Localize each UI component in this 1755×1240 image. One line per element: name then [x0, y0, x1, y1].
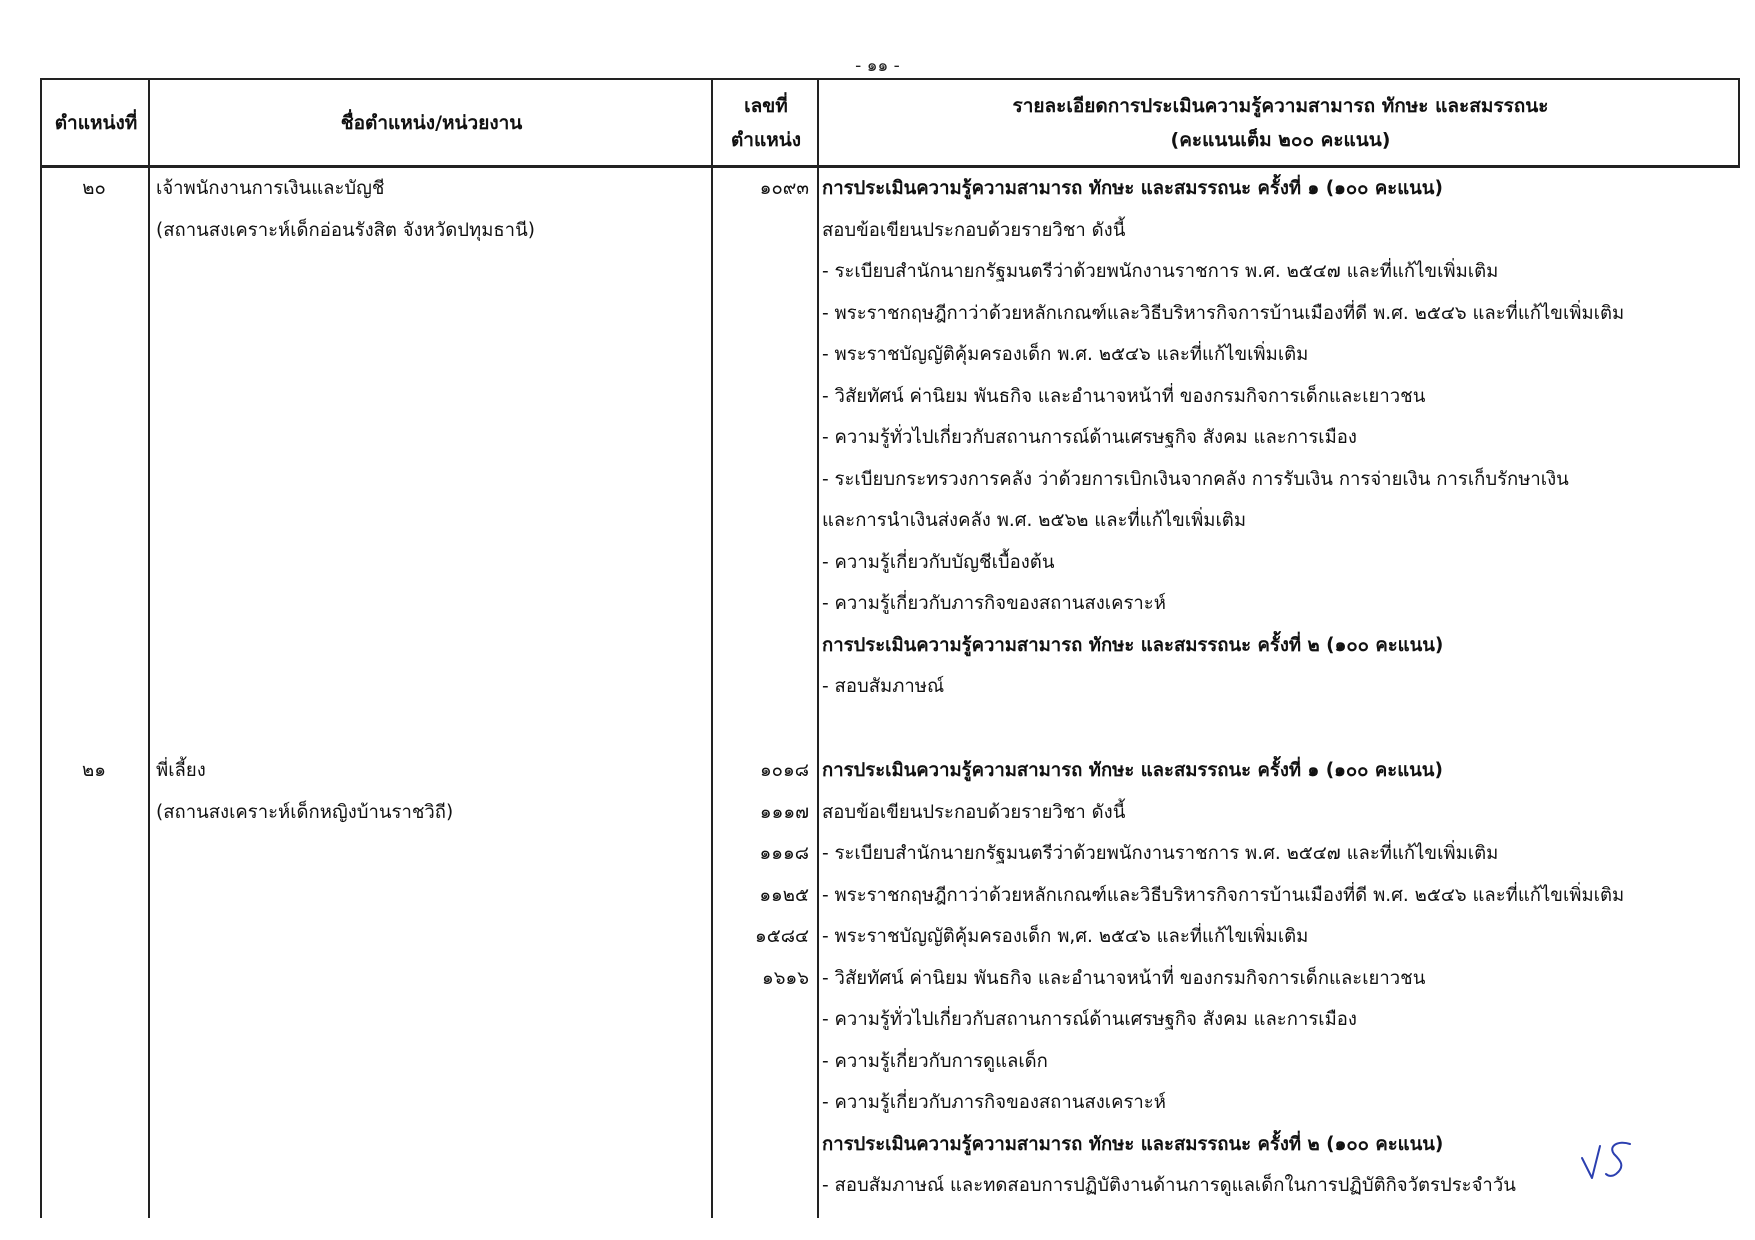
row-position-numbers	[711, 168, 813, 210]
position-number: ๑๑๑๘	[759, 843, 809, 864]
position-number: ๑๕๘๔	[754, 926, 809, 947]
header-position-no: ตำแหน่งที่	[54, 111, 138, 134]
detail-line: - ความรู้เกี่ยวกับภารกิจของสถานสงเคราะห์	[822, 593, 1166, 614]
detail-line: การประเมินความรู้ความสามารถ ทักษะ และสมรรถนะ ครั้งที่ ๑ (๑๐๐ คะแนน)	[822, 760, 1443, 781]
handwritten-initials	[1578, 1136, 1638, 1186]
row-name-cell	[156, 168, 706, 251]
detail-line: และการนำเงินส่งคลัง พ.ศ. ๒๕๖๒ และที่แก้ไขเพิ่มเติม	[822, 510, 1247, 531]
detail-line: - พระราชกฤษฎีกาว่าด้วยหลักเกณฑ์และวิธีบริหารกิจการบ้านเมืองที่ดี พ.ศ. ๒๕๔๖ และที่แก้ไขเพิ่มเติม	[822, 884, 1625, 906]
detail-line: - ความรู้เกี่ยวกับบัญชีเบื้องต้น	[822, 551, 1055, 573]
position-number: ๑๑๒๕	[759, 884, 809, 906]
row-unit: (สถานสงเคราะห์เด็กหญิงบ้านราชวิถี)	[156, 801, 454, 823]
detail-line: - ความรู้เกี่ยวกับภารกิจของสถานสงเคราะห์	[822, 1092, 1166, 1113]
detail-line: การประเมินความรู้ความสามารถ ทักษะ และสมรรถนะ ครั้งที่ ๒ (๑๐๐ คะแนน)	[822, 634, 1444, 656]
header-detail	[819, 80, 1742, 165]
header-position-number-line2: ตำแหน่ง	[730, 128, 802, 151]
position-number: ๑๖๑๖	[762, 967, 809, 989]
detail-line: - วิสัยทัศน์ ค่านิยม พันธกิจ และอำนาจหน้าที่ ของกรมกิจการเด็กและเยาวชน	[822, 385, 1426, 407]
detail-line: สอบข้อเขียนประกอบด้วยรายวิชา ดังนี้	[822, 219, 1126, 241]
detail-line: - พระราชบัญญัติคุ้มครองเด็ก พ,ศ. ๒๕๔๖ และที่แก้ไขเพิ่มเติม	[822, 926, 1309, 947]
row-position-no: ๒๑	[82, 760, 106, 781]
detail-line: - ความรู้ทั่วไปเกี่ยวกับสถานการณ์ด้านเศรษฐกิจ สังคม และการเมือง	[822, 427, 1357, 448]
detail-line: สอบข้อเขียนประกอบด้วยรายวิชา ดังนี้	[822, 801, 1126, 823]
detail-line: - วิสัยทัศน์ ค่านิยม พันธกิจ และอำนาจหน้าที่ ของกรมกิจการเด็กและเยาวชน	[822, 967, 1426, 989]
position-number: ๑๐๑๘	[759, 760, 809, 781]
header-position-number-line1: เลขที่	[744, 94, 788, 117]
table-header	[40, 78, 1740, 168]
detail-line: - พระราชกฤษฎีกาว่าด้วยหลักเกณฑ์และวิธีบริหารกิจการบ้านเมืองที่ดี พ.ศ. ๒๕๔๖ และที่แก้ไขเพิ่มเติม	[822, 302, 1625, 324]
detail-line: การประเมินความรู้ความสามารถ ทักษะ และสมรรถนะ ครั้งที่ ๒ (๑๐๐ คะแนน)	[822, 1133, 1444, 1155]
detail-line: - ความรู้เกี่ยวกับการดูแลเด็ก	[822, 1050, 1048, 1072]
detail-line: - ระเบียบกระทรวงการคลัง ว่าด้วยการเบิกเงินจากคลัง การรับเงิน การจ่ายเงิน การเก็บรักษาเงิน	[822, 468, 1569, 490]
row-position-name: พี่เลี้ยง	[156, 760, 206, 781]
position-number: ๑๑๑๗	[759, 801, 809, 823]
row-position-no: ๒๐	[82, 178, 106, 199]
row-details	[822, 168, 1737, 708]
detail-line: - สอบสัมภาษณ์	[822, 676, 945, 697]
detail-line: - พระราชบัญญัติคุ้มครองเด็ก พ.ศ. ๒๕๔๖ และที่แก้ไขเพิ่มเติม	[822, 344, 1309, 365]
page-number: - ๑๑ -	[855, 56, 900, 76]
header-detail-line2: (คะแนนเต็ม ๒๐๐ คะแนน)	[1170, 128, 1391, 151]
detail-line: - ระเบียบสำนักนายกรัฐมนตรีว่าด้วยพนักงานราชการ พ.ศ. ๒๕๔๗ และที่แก้ไขเพิ่มเติม	[822, 261, 1499, 282]
header-position-name: ชื่อตำแหน่ง/หน่วยงาน	[340, 111, 523, 134]
table-body	[40, 168, 1740, 1218]
row-position-numbers	[711, 750, 813, 999]
header-detail-line1: รายละเอียดการประเมินความรู้ความสามารถ ทักษะ และสมรรถนะ	[1012, 94, 1549, 117]
row-name-cell	[156, 750, 706, 833]
position-number: ๑๐๙๓	[759, 178, 809, 199]
row-unit: (สถานสงเคราะห์เด็กอ่อนรังสิต จังหวัดปทุมธานี)	[156, 219, 535, 241]
detail-line: การประเมินความรู้ความสามารถ ทักษะ และสมรรถนะ ครั้งที่ ๑ (๑๐๐ คะแนน)	[822, 178, 1443, 199]
detail-line: - สอบสัมภาษณ์ และทดสอบการปฏิบัติงานด้านการดูแลเด็กในการปฏิบัติกิจวัตรประจำวัน	[822, 1175, 1516, 1196]
detail-line: - ระเบียบสำนักนายกรัฐมนตรีว่าด้วยพนักงานราชการ พ.ศ. ๒๕๔๗ และที่แก้ไขเพิ่มเติม	[822, 843, 1499, 864]
column-rule	[1738, 78, 1740, 168]
detail-line: - ความรู้ทั่วไปเกี่ยวกับสถานการณ์ด้านเศรษฐกิจ สังคม และการเมือง	[822, 1009, 1357, 1030]
row-position-name: เจ้าพนักงานการเงินและบัญชี	[156, 178, 385, 199]
header-position-number	[713, 80, 819, 165]
